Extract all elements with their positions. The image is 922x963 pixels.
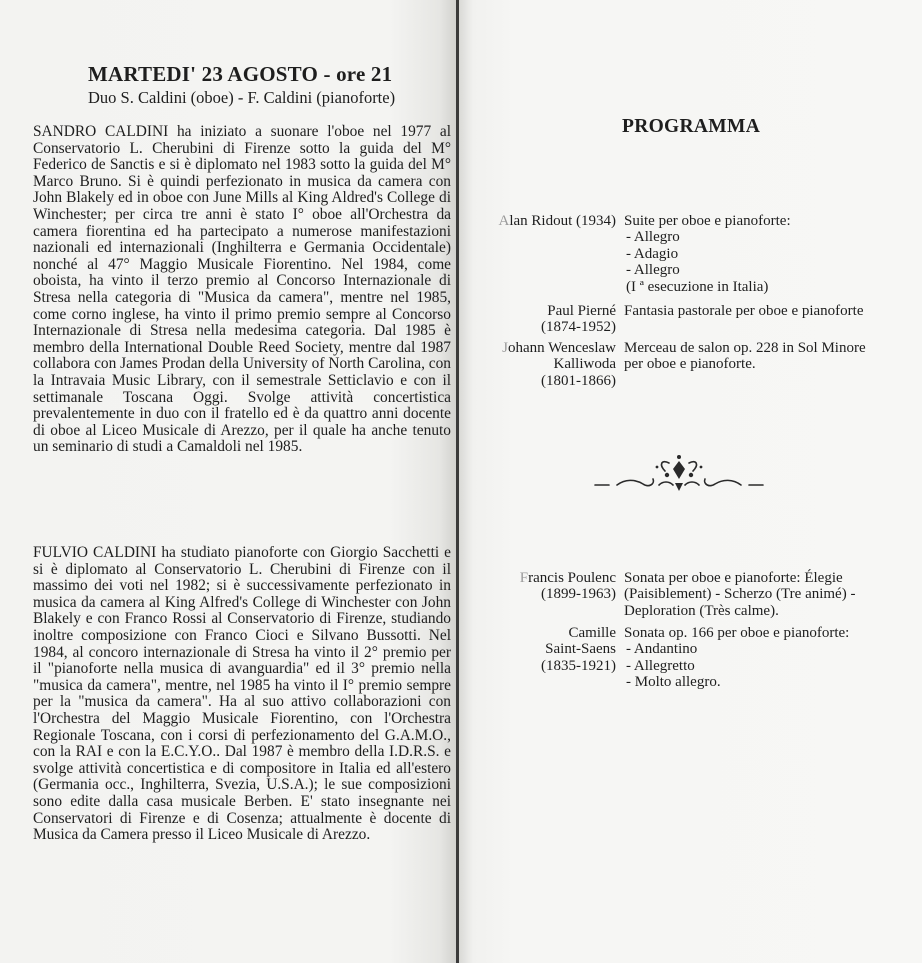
- programme-heading: PROGRAMMA: [622, 116, 761, 137]
- work-line: per oboe e pianoforte.: [624, 356, 756, 373]
- composer: [520, 570, 616, 603]
- composer: [499, 213, 617, 229]
- work-line: (Paisiblement) - Scherzo (Tre animé) -: [624, 586, 856, 603]
- concert-title: MARTEDI' 23 AGOSTO - ore 21: [88, 62, 393, 86]
- work-line: - Allegro: [626, 262, 680, 279]
- work-line: - Andantino: [626, 641, 698, 658]
- composer: [541, 303, 616, 336]
- work-line: Sonata per oboe e pianoforte: Élegie: [624, 570, 843, 586]
- bio-fulvio-caldini: FULVIO CALDINI ha studiato pianoforte con Giorgio Sacchetti e si è diplomato al Conservatorio L. Cherubini di Firenze con il massimo dei voti nel 1982; si è successivamente perfezionato in musica da camera al King Alfred's College di Winchester con John Blakely e con Franco Rossi al Conservatorio di Firenze, studiando inoltre composizione con Franco Cioci e Silvano Bussotti. Nel 1984, al concoro internazionale di Stresa ha vinto il 2° premio per il "pianoforte nella musica di avanguardia" ed il 3° premio nella "musica da camera", mentre, nel 1985 ha vinto il I° premio sempre per la "musica da camera". Ha al suo attivo collaborazioni con l'Orchestra del Maggio Musicale Fiorentino, con l'Orchestra Regionale Toscana, con i corsi di perfezionamento del G.A.M.O., con la RAI e con la E.C.Y.O.. Dal 1987 è membro della I.D.R.S. e svolge attività concertistica e di compositore in Italia ed all'estero (Germania occ., Inghilterra, Svezia, U.S.A.); le sue composizioni sono edite dalla casa musicale Berben. E' stato insegnante nei Conservatori di Firenze e di Cosenza; attualmente è docente di Musica da Camera presso il Liceo Musicale di Arezzo.: [33, 544, 451, 844]
- composer: [541, 625, 616, 674]
- left-page: [0, 0, 458, 963]
- work-line: - Allegro: [626, 229, 680, 246]
- work: [624, 303, 914, 319]
- composer-dates: (1801-1866): [541, 372, 616, 389]
- performers-line: Duo S. Caldini (oboe) - F. Caldini (pianoforte): [88, 88, 396, 107]
- work-line: Sonata op. 166 per oboe e pianoforte:: [624, 625, 850, 641]
- work: [624, 570, 914, 619]
- composer-name: Kalliwoda: [553, 356, 616, 373]
- composer: [502, 340, 616, 389]
- work-line: - Adagio: [626, 245, 679, 262]
- work: [624, 213, 914, 295]
- right-page: [459, 0, 922, 963]
- composer-dates: (1835-1921): [541, 657, 616, 674]
- work: [624, 340, 914, 373]
- composer-faded-initial: F: [519, 570, 529, 586]
- work: [624, 625, 914, 691]
- composer-name: rancis Poulenc: [528, 570, 616, 586]
- bio-sandro-caldini: SANDRO CALDINI ha iniziato a suonare l'oboe nel 1977 al Conservatorio L. Cherubini di Firenze sotto la guida del M° Federico de Sanctis e si è diplomato nel 1983 sotto la guida del M° Marco Bruno. Si è quindi perfezionato in musica da camera con John Blakely ed in oboe con June Mills al King Aldred's College di Winchester; per circa tre anni è stato I° oboe all'Orchestra da camera fiorentina ed ha partecipato a numerose manifestazioni nazionali ed internazionali (Inghilterra e Germania Occidentale) nonché al 47° Maggio Musicale Fiorentino. Nel 1984, come oboista, ha vinto il terzo premio al Concorso Internazionale di Stresa nella categoria di "Musica da camera", mentre nel 1985, come corno inglese, ha vinto il primo premio sempre al Concorso Internazionale di Stresa nella medesima categoria. Dal 1985 è membro della International Double Reed Society, mentre dal 1987 collabora con James Prodan della University of North Carolina, con la Intravaia Music Library, con il semestrale Setticlavio e con il settimanale Toscana Oggi. Svolge attività concertistica prevalentemente in duo con il fratello ed è da quattro anni docente di oboe al Liceo Musicale di Arezzo, per il quale ha anche tenuto un seminario di studi a Camaldoli nel 1985.: [33, 123, 451, 456]
- work-line: - Molto allegro.: [626, 674, 721, 691]
- work-line: Deploration (Très calme).: [624, 602, 779, 619]
- composer-name: Saint-Saens: [545, 641, 616, 658]
- work-line: Fantasia pastorale per oboe e pianoforte: [624, 303, 864, 319]
- work-line: - Allegretto: [626, 657, 695, 674]
- composer-faded-initial: A: [498, 213, 510, 229]
- composer-name: Camille: [568, 625, 616, 641]
- composer-name: lan Ridout (1934): [509, 213, 616, 229]
- composer-name: Paul Pierné: [547, 303, 616, 319]
- composer-name: ohann Wenceslaw: [507, 340, 616, 356]
- work-line: Merceau de salon op. 228 in Sol Minore: [624, 340, 866, 356]
- floral-ornament-icon: [589, 451, 769, 501]
- composer-faded-initial: J: [502, 340, 508, 356]
- work-line: Suite per oboe e pianoforte:: [624, 213, 791, 229]
- work-line: (I ª esecuzione in Italia): [626, 278, 769, 295]
- composer-dates: (1874-1952): [541, 319, 616, 336]
- composer-dates: (1899-1963): [541, 586, 616, 603]
